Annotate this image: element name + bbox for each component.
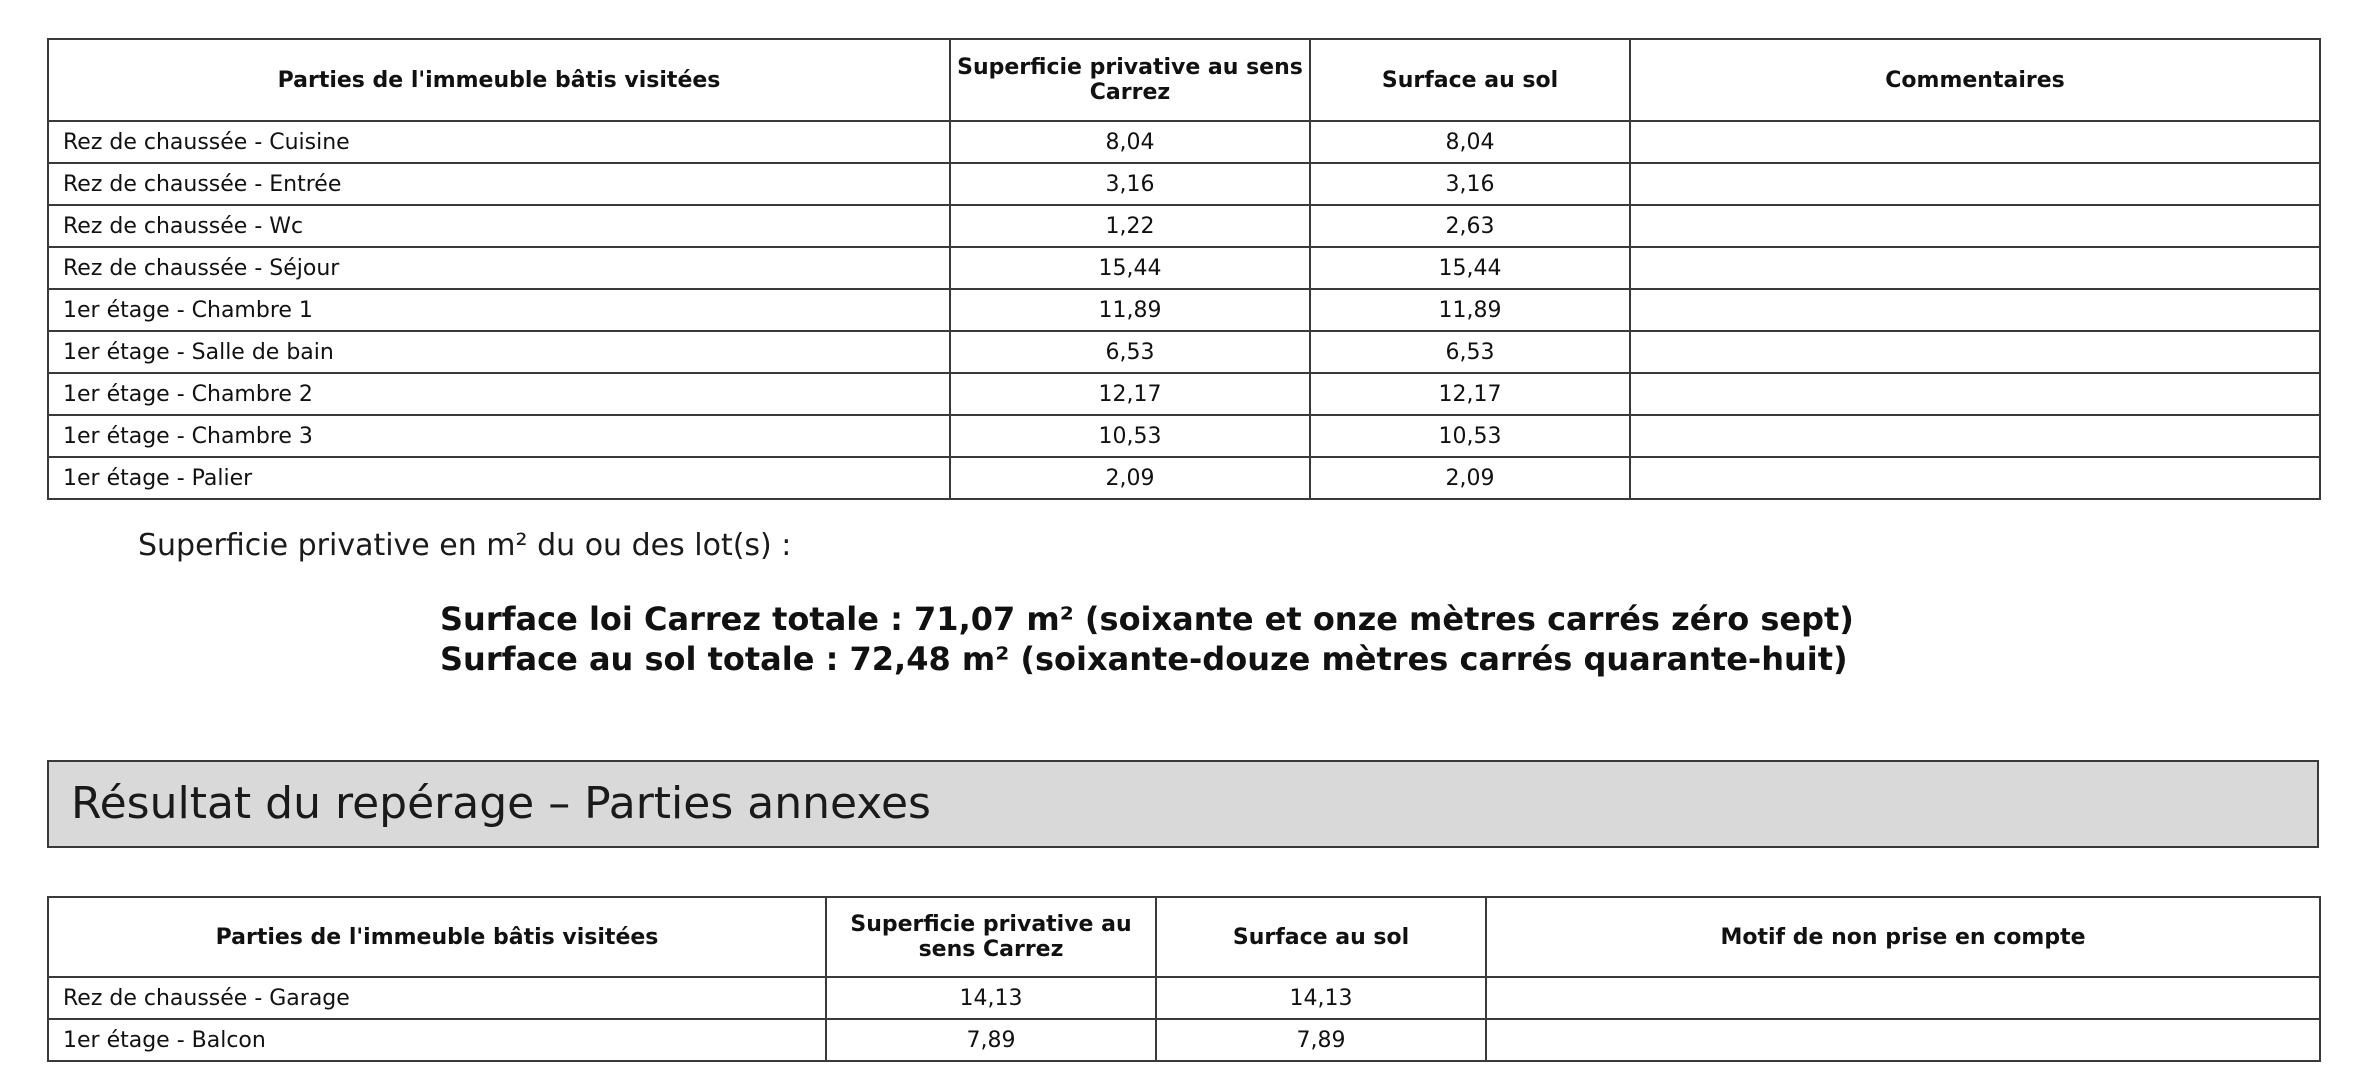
cell-carrez: 15,44	[950, 247, 1310, 289]
cell-carrez: 3,16	[950, 163, 1310, 205]
table-row	[48, 121, 2320, 163]
table-row	[48, 289, 2320, 331]
table-header-row	[48, 39, 2320, 121]
annex-surface-table	[47, 896, 2321, 1062]
annex-section-title: Résultat du repérage – Parties annexes	[71, 778, 931, 829]
header-parties: Parties de l'immeuble bâtis visitées	[48, 897, 826, 977]
cell-sol: 8,04	[1310, 121, 1630, 163]
cell-carrez: 12,17	[950, 373, 1310, 415]
cell-comment	[1630, 289, 2320, 331]
cell-sol: 6,53	[1310, 331, 1630, 373]
cell-sol: 2,09	[1310, 457, 1630, 499]
summary-intro-text: Superficie privative en m² du ou des lot(s) :	[138, 528, 792, 563]
cell-carrez: 10,53	[950, 415, 1310, 457]
table-row	[48, 415, 2320, 457]
header-superficie-carrez: Superficie privative au sens Carrez	[826, 897, 1156, 977]
cell-comment	[1630, 331, 2320, 373]
cell-comment	[1630, 247, 2320, 289]
surface-sol-total: Surface au sol totale : 72,48 m² (soixante-douze mètres carrés quarante-huit)	[440, 640, 1848, 678]
table-row	[48, 457, 2320, 499]
header-commentaires: Commentaires	[1630, 39, 2320, 121]
header-surface-sol: Surface au sol	[1310, 39, 1630, 121]
cell-sol: 3,16	[1310, 163, 1630, 205]
table-row	[48, 205, 2320, 247]
cell-part: 1er étage - Chambre 1	[48, 289, 950, 331]
cell-sol: 14,13	[1156, 977, 1486, 1019]
table-row	[48, 163, 2320, 205]
table-row	[48, 1019, 2320, 1061]
cell-comment	[1630, 415, 2320, 457]
cell-part: 1er étage - Palier	[48, 457, 950, 499]
header-motif: Motif de non prise en compte	[1486, 897, 2320, 977]
table-row	[48, 331, 2320, 373]
cell-carrez: 8,04	[950, 121, 1310, 163]
cell-sol: 7,89	[1156, 1019, 1486, 1061]
cell-comment	[1630, 457, 2320, 499]
header-surface-sol: Surface au sol	[1156, 897, 1486, 977]
cell-part: 1er étage - Salle de bain	[48, 331, 950, 373]
table-header-row	[48, 897, 2320, 977]
cell-carrez: 14,13	[826, 977, 1156, 1019]
cell-motif	[1486, 977, 2320, 1019]
cell-sol: 12,17	[1310, 373, 1630, 415]
cell-part: 1er étage - Chambre 2	[48, 373, 950, 415]
main-surface-table	[47, 38, 2321, 500]
cell-part: 1er étage - Chambre 3	[48, 415, 950, 457]
cell-part: Rez de chaussée - Entrée	[48, 163, 950, 205]
cell-part: Rez de chaussée - Cuisine	[48, 121, 950, 163]
table-row	[48, 977, 2320, 1019]
cell-part: 1er étage - Balcon	[48, 1019, 826, 1061]
cell-part: Rez de chaussée - Wc	[48, 205, 950, 247]
header-parties: Parties de l'immeuble bâtis visitées	[48, 39, 950, 121]
surface-carrez-total: Surface loi Carrez totale : 71,07 m² (soixante et onze mètres carrés zéro sept)	[440, 600, 1854, 638]
table-row	[48, 247, 2320, 289]
cell-sol: 15,44	[1310, 247, 1630, 289]
cell-carrez: 1,22	[950, 205, 1310, 247]
cell-sol: 2,63	[1310, 205, 1630, 247]
cell-motif	[1486, 1019, 2320, 1061]
cell-comment	[1630, 163, 2320, 205]
cell-sol: 11,89	[1310, 289, 1630, 331]
cell-comment	[1630, 373, 2320, 415]
cell-part: Rez de chaussée - Garage	[48, 977, 826, 1019]
cell-comment	[1630, 121, 2320, 163]
cell-carrez: 2,09	[950, 457, 1310, 499]
cell-sol: 10,53	[1310, 415, 1630, 457]
table-row	[48, 373, 2320, 415]
header-superficie-carrez: Superficie privative au sens Carrez	[950, 39, 1310, 121]
annex-section-banner	[47, 760, 2319, 848]
cell-carrez: 11,89	[950, 289, 1310, 331]
cell-carrez: 7,89	[826, 1019, 1156, 1061]
cell-part: Rez de chaussée - Séjour	[48, 247, 950, 289]
cell-carrez: 6,53	[950, 331, 1310, 373]
cell-comment	[1630, 205, 2320, 247]
